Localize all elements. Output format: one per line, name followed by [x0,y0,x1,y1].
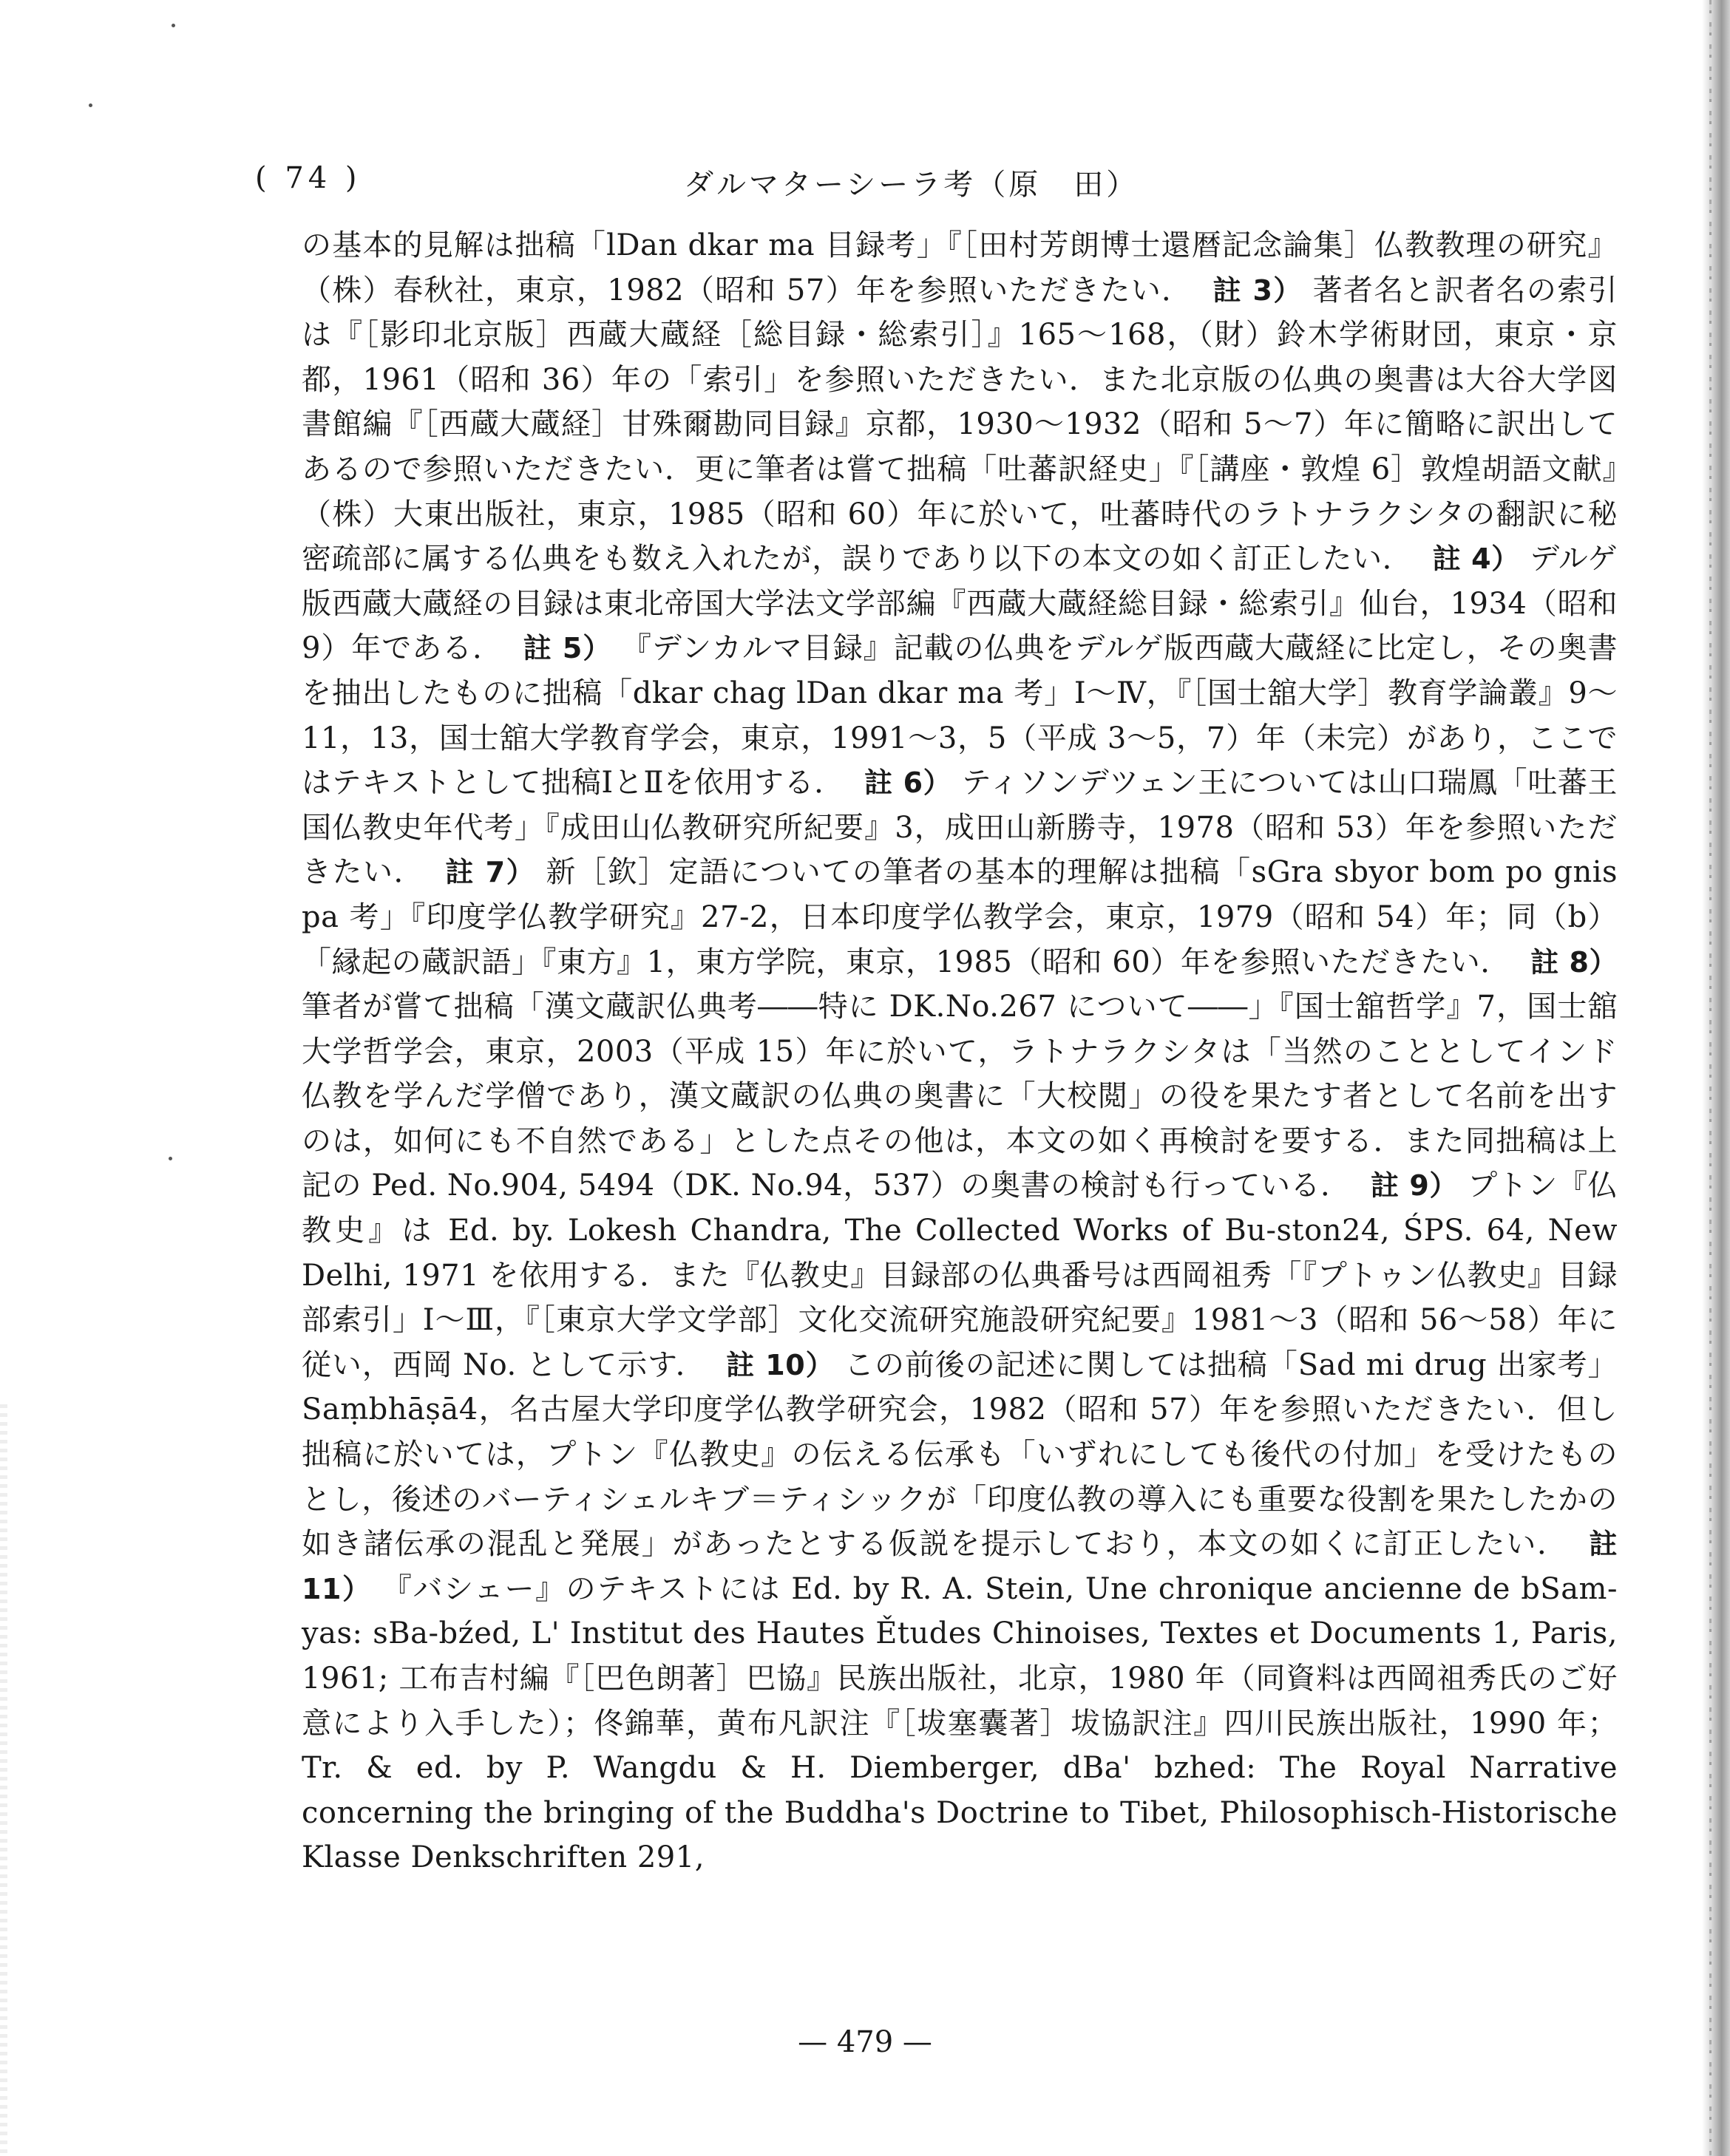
scan-speck [89,103,92,107]
note-marker: 註 6） [864,766,952,800]
body-text-segment: 新［欽］定語についての筆者の基本的理解は拙稿「sGra sbyor bom po gnis pa 考」『印度学仏教学研究』27-2，日本印度学仏教学会，東京，1979（昭和 54）年；同（b）「縁起の蔵訳語」『東方』1，東方学院，東京，1985（昭和 60）年を参照いただきたい． [302,855,1618,979]
scan-speck [169,1157,172,1160]
scan-speck [172,24,175,27]
note-marker: 註 10） [726,1348,835,1381]
body-text-segment: の基本的見解は拙稿「lDan dkar ma 目録考」『［田村芳朗博士還暦記念論集］仏教教理の研究』（株）春秋社，東京，1982（昭和 57）年を参照いただきたい． [302,228,1618,307]
note-marker: 註 5） [523,632,612,665]
note-marker: 註 8） [1530,945,1618,979]
note-marker: 註 11） [302,1528,1618,1605]
footer-page-number: — 479 — [798,2025,932,2059]
body-text-segment: 筆者が嘗て拙稿「漢文蔵訳仏典考――特に DK.No.267 について――」『国士舘哲学』7，国士舘大学哲学会，東京，2003（平成 15）年に於いて，ラトナラクシタは「当然のこととしてインド仏教を学んだ学僧であり，漢文蔵訳の仏典の奥書に「大校閲」の役を果たす者として名前を出すのは，如何にも不自然である」とした点その他は，本文の如く再検討を要する．また同拙稿は上記の Ped. No.904, 5494（DK. No.94，537）の奥書の検討も行っている． [302,990,1618,1203]
note-marker: 註 3） [1212,273,1303,307]
body-text-segment: 著者名と訳者名の索引は『［影印北京版］西蔵大蔵経［総目録・総索引］』165～168，（財）鈴木学術財団，東京・京都，1961（昭和 36）年の「索引」を参照いただきたい．また北京版の仏典の奥書は大谷大学図書館編『［西蔵大蔵経］甘殊爾勘同目録』京都，1930～1932（昭和 5～7）年に簡略に訳出してあるので参照いただきたい．更に筆者は嘗て拙稿「吐蕃訳経史」『［講座・敦煌 6］敦煌胡語文献』（株）大東出版社，東京，1985（昭和 60）年に於いて，吐蕃時代のラトナラクシタの翻訳に秘密疏部に属する仏典をも数え入れたが，誤りであり以下の本文の如く訂正したい． [302,273,1618,577]
body-text-segment: この前後の記述に関しては拙稿「Sad mi drug 出家考」Saṃbhāṣā4，名古屋大学印度学仏教学研究会，1982（昭和 57）年を参照いただきたい．但し拙稿に於いては，プトン『仏教史』の伝える伝承も「いずれにしても後代の付加」を受けたものとし，後述のバーティシェルキブ＝ティシックが「印度仏教の導入にも重要な役割を果たしたかの如き諸伝承の混乱と発展」があったとする仮説を提示しており，本文の如くに訂正したい． [302,1347,1618,1562]
footnote-body [302,223,1618,1880]
body-text-segment: 『デンカルマ目録』記載の仏典をデルゲ版西蔵大蔵経に比定し，その奥書を抽出したものに拙稿「dkar chag lDan dkar ma 考」Ⅰ～Ⅳ，『［国士舘大学］教育学論叢』9～11，13，国士舘大学教育学会，東京，1991～3，5（平成 3～5，7）年（未完）があり，ここではテキストとして拙稿ⅠとⅡを依用する． [302,631,1618,800]
running-title: ダルマターシーラ考（原 田） [684,168,1139,202]
page-header [255,161,1601,205]
scan-page-edge [1702,0,1730,2156]
note-marker: 註 4） [1432,543,1520,576]
header-page-number: ( 74 ) [255,161,362,195]
note-marker: 註 9） [1370,1169,1458,1203]
note-marker: 註 7） [445,856,536,889]
body-text-segment: ティソンデツェン王については山口瑞鳳「吐蕃王国仏教史年代考」『成田山仏教研究所紀要』3，成田山新勝寺，1978（昭和 53）年を参照いただきたい． [302,766,1618,890]
body-text-segment: 『バシェー』のテキストには Ed. by R. A. Stein, Une chronique ancienne de bSam-yas: sBa-bźed, L' Institut des Hautes Ětudes Chinoises, Textes et Documents 1, Paris, 1961; 工布吉村編『［巴色朗著］巴協』民族出版社，北京，1980 年（同資料は西岡祖秀氏のご好意により入手した）；佟錦華，黄布凡訳注『［坺塞囊著］坺協訳注』四川民族出版社，1990 年；Tr. & ed. by P. Wangdu & H. Diemberger, dBa' bzhed: The Royal Narrative concerning the bringing of the Buddha's Doctrine to Tibet, Philosophisch-Historische Klasse Denkschriften 291, [302,1571,1618,1875]
body-text-segment: プトン『仏教史』は Ed. by. Lokesh Chandra, The Collected Works of Bu-ston24, ŚPS. 64, New Delhi, 1971 を依用する．また『仏教史』目録部の仏典番号は西岡祖秀「『プトゥン仏教史』目録部索引」Ⅰ～Ⅲ，『［東京大学文学部］文化交流研究施設研究紀要』1981～3（昭和 56～58）年に従い，西岡 No. として示す． [302,1169,1618,1382]
body-text-segment: デルゲ版西蔵大蔵経の目録は東北帝国大学法文学部編『西蔵大蔵経総目録・総索引』仙台，1934（昭和 9）年である． [302,542,1618,666]
